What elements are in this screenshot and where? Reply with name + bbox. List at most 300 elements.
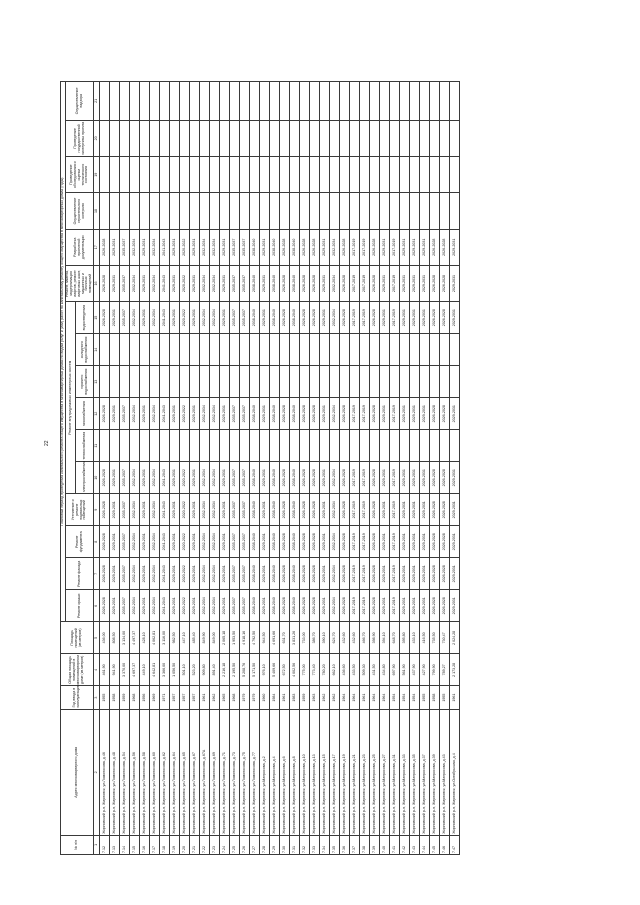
period-cell: 2029-2031 — [110, 494, 120, 526]
period-cell: 2035-2037 — [230, 302, 240, 334]
period-cell: 2029-2031 — [260, 462, 270, 494]
period-cell — [260, 82, 270, 121]
row-number: 7.40 — [380, 835, 390, 854]
period-cell: 2026-2028 — [370, 558, 380, 590]
row-number: 7.37 — [350, 835, 360, 854]
period-cell: 2032-2034 — [210, 462, 220, 494]
period-cell: 2038-2040 — [250, 462, 260, 494]
table-row — [110, 82, 120, 855]
period-cell: 2035-2037 — [240, 526, 250, 558]
period-cell: 2026-2028 — [340, 590, 350, 622]
period-cell: 2035-2037 — [240, 229, 250, 265]
period-cell — [450, 193, 460, 229]
period-cell: 2041-2043 — [160, 590, 170, 622]
row-number: 7.41 — [390, 835, 400, 854]
header-group-sub: Ремонт внутридомовых инженерных систем — [65, 302, 75, 494]
row-number: 7.14 — [120, 835, 130, 854]
period-cell — [350, 82, 360, 121]
period-cell: 2029-2031 — [190, 398, 200, 430]
period-cell: 2032-2034 — [330, 302, 340, 334]
period-cell — [300, 120, 310, 156]
period-cell: 2017-2019 — [360, 265, 370, 301]
area-cell: 2 216,18 — [220, 654, 230, 686]
row-number: 7.42 — [400, 835, 410, 854]
period-cell — [140, 366, 150, 398]
period-cell: 2026-2028 — [440, 398, 450, 430]
table-row — [100, 82, 110, 855]
period-cell: 2029-2031 — [320, 526, 330, 558]
period-cell: 2038-2040 — [250, 229, 260, 265]
period-cell — [450, 366, 460, 398]
year-cell: 1962 — [320, 686, 330, 709]
period-cell: 2035-2037 — [230, 229, 240, 265]
period-cell: 2032-2034 — [330, 462, 340, 494]
period-cell — [120, 430, 130, 462]
year-cell: 1963 — [310, 686, 320, 709]
roof-area-cell: 849,90 — [200, 622, 210, 654]
column-number: 11 — [94, 430, 100, 462]
table-row — [240, 82, 250, 855]
period-cell — [370, 120, 380, 156]
header-survey: Проведение обследования и оценки технического состояния — [65, 157, 93, 193]
period-cell — [370, 430, 380, 462]
period-cell: 2029-2031 — [410, 398, 420, 430]
row-number: 7.25 — [230, 835, 240, 854]
period-cell: 2029-2031 — [400, 526, 410, 558]
period-cell — [240, 334, 250, 366]
period-cell — [330, 193, 340, 229]
period-cell — [320, 334, 330, 366]
period-cell: 2038-2040 — [290, 462, 300, 494]
period-cell — [110, 334, 120, 366]
row-number: 7.47 — [450, 835, 460, 854]
table-row — [190, 82, 200, 855]
period-cell: 2035-2037 — [120, 462, 130, 494]
address-cell: Жирновский р-н, Жирновск, ул.Матросова, д.13 — [310, 709, 320, 835]
period-cell: 2026-2028 — [440, 265, 450, 301]
period-cell: 2026-2028 — [310, 462, 320, 494]
period-cell: 2029-2031 — [140, 526, 150, 558]
area-cell: 4 002,56 — [290, 654, 300, 686]
period-cell: 2026-2028 — [430, 398, 440, 430]
area-cell: 2 195,50 — [230, 654, 240, 686]
roof-area-cell: 395,80 — [400, 622, 410, 654]
period-cell: 2035-2037 — [120, 590, 130, 622]
period-cell: 2017-2019 — [350, 302, 360, 334]
period-cell: 2026-2028 — [340, 398, 350, 430]
table-row — [330, 82, 340, 855]
area-cell: 4 697,37 — [130, 654, 140, 686]
year-cell: 1957 — [190, 686, 200, 709]
period-cell — [130, 193, 140, 229]
period-cell — [310, 157, 320, 193]
period-cell: 2017-2019 — [390, 265, 400, 301]
period-cell: 2026-2028 — [340, 526, 350, 558]
year-cell: 1955 — [100, 686, 110, 709]
area-cell: 1 056,50 — [170, 654, 180, 686]
table-row — [170, 82, 180, 855]
period-cell: 2029-2031 — [190, 302, 200, 334]
period-cell — [130, 334, 140, 366]
period-cell — [270, 334, 280, 366]
year-cell: 1964 — [350, 686, 360, 709]
column-number: 6 — [94, 590, 100, 622]
period-cell: 2029-2031 — [220, 398, 230, 430]
period-cell: 2029-2031 — [320, 558, 330, 590]
period-cell — [420, 334, 430, 366]
period-cell — [210, 366, 220, 398]
period-cell — [280, 193, 290, 229]
period-cell: 2026-2028 — [440, 494, 450, 526]
year-cell: 1962 — [210, 686, 220, 709]
period-cell — [120, 366, 130, 398]
table-row — [200, 82, 210, 855]
period-cell — [320, 430, 330, 462]
period-cell: 2017-2019 — [390, 302, 400, 334]
period-cell: 2017-2019 — [360, 398, 370, 430]
period-cell — [240, 157, 250, 193]
period-cell: 2035-2037 — [230, 265, 240, 301]
period-cell — [180, 157, 190, 193]
period-cell — [290, 366, 300, 398]
year-cell: 1968 — [130, 686, 140, 709]
period-cell — [310, 120, 320, 156]
period-cell: 2032-2034 — [150, 462, 160, 494]
period-cell — [150, 366, 160, 398]
period-cell: 2026-2028 — [280, 265, 290, 301]
period-cell — [310, 193, 320, 229]
address-cell: Жирновский р-н, Жирновск, ул.Матросова, д.23 — [360, 709, 370, 835]
year-cell: 1969 — [150, 686, 160, 709]
year-cell: 1955 — [420, 686, 430, 709]
period-cell: 2029-2031 — [380, 462, 390, 494]
period-cell — [400, 366, 410, 398]
period-cell: 2032-2034 — [210, 558, 220, 590]
period-cell — [390, 366, 400, 398]
period-cell: 2017-2019 — [360, 494, 370, 526]
period-cell: 2029-2031 — [220, 265, 230, 301]
period-cell — [370, 193, 380, 229]
address-cell: Жирновский р-н, Жирновск, ул.Матросова, д.4 — [270, 709, 280, 835]
period-cell — [350, 334, 360, 366]
table-row — [220, 82, 230, 855]
period-cell — [120, 157, 130, 193]
period-cell: 2026-2028 — [310, 265, 320, 301]
period-cell: 2029-2031 — [260, 398, 270, 430]
period-cell: 2041-2043 — [160, 494, 170, 526]
period-cell: 2026-2028 — [430, 302, 440, 334]
address-cell: Жирновский р-н, Жирновск, ул.Матросова, д.6 — [280, 709, 290, 835]
period-cell — [300, 430, 310, 462]
period-cell — [130, 430, 140, 462]
period-cell — [410, 334, 420, 366]
period-cell — [390, 430, 400, 462]
column-number: 3 — [94, 686, 100, 709]
period-cell: 2041-2043 — [160, 398, 170, 430]
address-cell: Жирновский р-н, Жирновск, ул.Ломоносова, д.60 — [150, 709, 160, 835]
address-cell: Жирновский р-н, Жирновск, ул.Ломоносова, д.77 — [250, 709, 260, 835]
column-number: 13 — [94, 366, 100, 398]
period-cell: 2029-2031 — [450, 229, 460, 265]
header-year: Год ввода в эксплуатацию — [61, 686, 94, 709]
address-cell: Жирновский р-н, Жирновск, ул.Матросова, д.35 — [410, 709, 420, 835]
period-cell: 2029-2031 — [380, 398, 390, 430]
address-cell: Жирновский р-н, Жирновск, ул.Матросова, д.43 — [440, 709, 450, 835]
roof-area-cell: 416,50 — [420, 622, 430, 654]
period-cell: 2029-2031 — [380, 302, 390, 334]
roof-area-cell: 466,70 — [360, 622, 370, 654]
period-cell: 2038-2040 — [270, 558, 280, 590]
address-cell: Жирновский р-н, Жирновск, ул.Октябрьская, д.4 — [450, 709, 460, 835]
address-cell: Жирновский р-н, Жирновск, ул.Матросова, д.21 — [350, 709, 360, 835]
period-cell — [370, 157, 380, 193]
period-cell: 2017-2019 — [350, 526, 360, 558]
period-cell: 2026-2028 — [370, 494, 380, 526]
period-cell: 2029-2031 — [400, 229, 410, 265]
period-cell: 2032-2034 — [150, 302, 160, 334]
period-cell — [410, 366, 420, 398]
period-cell — [360, 193, 370, 229]
area-cell: 501,10 — [180, 654, 190, 686]
period-cell: 2038-2040 — [270, 590, 280, 622]
table-row — [340, 82, 350, 855]
period-cell — [440, 366, 450, 398]
period-cell: 2026-2028 — [440, 229, 450, 265]
area-cell: 2 173,28 — [450, 654, 460, 686]
area-cell: 799,90 — [430, 654, 440, 686]
period-cell: 2038-2040 — [270, 494, 280, 526]
table-row — [390, 82, 400, 855]
address-cell: Жирновский р-н, Жирновск, ул.Матросова, д.33 — [400, 709, 410, 835]
period-cell: 2029-2031 — [410, 302, 420, 334]
period-cell — [210, 193, 220, 229]
area-cell: 976,10 — [260, 654, 270, 686]
period-cell: 2026-2028 — [430, 494, 440, 526]
period-cell: 2026-2028 — [310, 398, 320, 430]
period-cell — [260, 120, 270, 156]
address-cell: Жирновский р-н, Жирновск, ул.Матросова, д.19 — [340, 709, 350, 835]
header-water-cold: холодного водоснабжения — [76, 334, 94, 366]
roof-area-cell: 4 062,81 — [150, 622, 160, 654]
period-cell: 2020-2022 — [180, 302, 190, 334]
period-cell: 2017-2019 — [350, 494, 360, 526]
row-number: 7.28 — [260, 835, 270, 854]
period-cell: 2029-2031 — [400, 558, 410, 590]
period-cell — [280, 430, 290, 462]
row-number: 7.35 — [330, 835, 340, 854]
period-cell — [430, 193, 440, 229]
roof-area-cell: 4 918,16 — [240, 622, 250, 654]
period-cell — [200, 430, 210, 462]
period-cell — [230, 366, 240, 398]
period-cell: 2041-2043 — [160, 229, 170, 265]
period-cell: 2026-2028 — [440, 526, 450, 558]
period-cell — [120, 82, 130, 121]
row-number: 7.16 — [140, 835, 150, 854]
period-cell: 2029-2031 — [420, 265, 430, 301]
period-cell: 2032-2034 — [330, 265, 340, 301]
address-cell: Жирновский р-н, Жирновск, ул.Матросова, д.8 — [290, 709, 300, 835]
year-cell: 1956 — [140, 686, 150, 709]
period-cell: 2029-2031 — [320, 265, 330, 301]
period-cell: 2020-2022 — [180, 265, 190, 301]
address-cell: Жирновский р-н, Жирновск, ул.Ломоносова, д.46 — [100, 709, 110, 835]
column-number: 16 — [94, 265, 100, 301]
period-cell — [100, 193, 110, 229]
period-cell — [230, 334, 240, 366]
period-cell: 2032-2034 — [130, 494, 140, 526]
period-cell — [140, 193, 150, 229]
period-cell — [360, 366, 370, 398]
period-cell: 2032-2034 — [330, 526, 340, 558]
period-cell — [180, 366, 190, 398]
period-cell: 2029-2031 — [410, 526, 420, 558]
period-cell: 2026-2028 — [280, 398, 290, 430]
period-cell — [130, 157, 140, 193]
period-cell — [320, 366, 330, 398]
period-cell: 2029-2031 — [170, 558, 180, 590]
period-cell — [330, 334, 340, 366]
period-cell: 2032-2034 — [150, 229, 160, 265]
period-cell: 2026-2028 — [430, 462, 440, 494]
period-cell: 2017-2019 — [360, 558, 370, 590]
period-cell: 2029-2031 — [170, 302, 180, 334]
roof-area-cell: 1 953,50 — [230, 622, 240, 654]
period-cell: 2038-2040 — [290, 302, 300, 334]
year-cell: 1955 — [440, 686, 450, 709]
period-cell: 2029-2031 — [400, 462, 410, 494]
table-row — [210, 82, 220, 855]
period-cell: 2026-2028 — [430, 229, 440, 265]
header-group-top: Плановый период проведения капитального ремонта общего имущества в многоквартирных домах по видам услуг и (или) работ по капитальному ремонту общего имущества в многоквартирных домах (годы) — [61, 82, 66, 622]
row-number: 7.24 — [220, 835, 230, 854]
period-cell: 2035-2037 — [240, 590, 250, 622]
column-number: 10 — [94, 462, 100, 494]
period-cell: 2032-2034 — [330, 229, 340, 265]
period-cell — [290, 157, 300, 193]
period-cell: 2017-2019 — [360, 462, 370, 494]
period-cell — [250, 334, 260, 366]
roof-area-cell: 2 024,28 — [450, 622, 460, 654]
year-cell: 1957 — [170, 686, 180, 709]
roof-area-cell: 849,00 — [210, 622, 220, 654]
roof-area-cell: 4 691,66 — [270, 622, 280, 654]
period-cell: 2038-2040 — [290, 558, 300, 590]
period-cell: 2026-2028 — [280, 590, 290, 622]
period-cell: 2032-2034 — [210, 265, 220, 301]
period-cell: 2035-2037 — [230, 462, 240, 494]
area-cell: 3 370,00 — [120, 654, 130, 686]
period-cell: 2038-2040 — [290, 398, 300, 430]
row-number: 7.15 — [130, 835, 140, 854]
period-cell: 2035-2037 — [120, 302, 130, 334]
area-cell: 509,30 — [360, 654, 370, 686]
table-row — [420, 82, 430, 855]
header-basement: Утепление и ремонт подвальных помещений — [65, 494, 93, 526]
year-cell: 1964 — [370, 686, 380, 709]
year-cell: 1971 — [160, 686, 170, 709]
roof-area-cell: 733,00 — [300, 622, 310, 654]
period-cell: 2029-2031 — [320, 462, 330, 494]
period-cell — [420, 193, 430, 229]
row-number: 7.21 — [190, 835, 200, 854]
period-cell — [160, 120, 170, 156]
period-cell: 2029-2031 — [110, 526, 120, 558]
period-cell — [290, 334, 300, 366]
period-cell: 2029-2031 — [260, 265, 270, 301]
period-cell — [310, 82, 320, 121]
period-cell — [430, 334, 440, 366]
period-cell: 2032-2034 — [210, 302, 220, 334]
address-cell: Жирновский р-н, Жирновск, ул.Ломоносова, д.69 — [210, 709, 220, 835]
roof-area-cell: 808,50 — [110, 622, 120, 654]
period-cell: 2029-2031 — [260, 526, 270, 558]
period-cell: 2038-2040 — [290, 526, 300, 558]
period-cell: 2026-2028 — [300, 526, 310, 558]
period-cell — [310, 366, 320, 398]
period-cell — [130, 120, 140, 156]
area-cell: 5 409,66 — [270, 654, 280, 686]
period-cell — [290, 193, 300, 229]
period-cell: 2029-2031 — [140, 558, 150, 590]
column-number: 17 — [94, 229, 100, 265]
row-number: 7.38 — [360, 835, 370, 854]
period-cell: 2035-2037 — [120, 558, 130, 590]
year-cell: 1968 — [230, 686, 240, 709]
row-number: 7.12 — [100, 835, 110, 854]
period-cell — [220, 366, 230, 398]
period-cell — [220, 430, 230, 462]
period-cell: 2017-2019 — [350, 398, 360, 430]
period-cell: 2029-2031 — [190, 526, 200, 558]
period-cell: 2032-2034 — [150, 398, 160, 430]
period-cell: 2029-2031 — [420, 462, 430, 494]
period-cell: 2026-2028 — [100, 494, 110, 526]
period-cell — [250, 430, 260, 462]
period-cell — [440, 157, 450, 193]
column-number: 21 — [94, 82, 100, 121]
year-cell: 1954 — [410, 686, 420, 709]
period-cell: 2029-2031 — [110, 265, 120, 301]
period-cell — [230, 157, 240, 193]
period-cell — [410, 157, 420, 193]
period-cell: 2032-2034 — [130, 526, 140, 558]
period-cell — [240, 120, 250, 156]
header-sewer: водоотведения — [76, 302, 94, 334]
period-cell: 2038-2040 — [250, 494, 260, 526]
period-cell: 2029-2031 — [450, 265, 460, 301]
period-cell — [420, 366, 430, 398]
period-cell — [220, 193, 230, 229]
period-cell — [150, 334, 160, 366]
address-cell: Жирновский р-н, Жирновск, ул.Матросова, д.37 — [420, 709, 430, 835]
period-cell: 2029-2031 — [140, 462, 150, 494]
area-cell: 5 208,76 — [240, 654, 250, 686]
period-cell — [240, 366, 250, 398]
period-cell — [350, 366, 360, 398]
period-cell: 2035-2037 — [240, 558, 250, 590]
period-cell — [390, 334, 400, 366]
period-cell — [380, 334, 390, 366]
period-cell: 2032-2034 — [200, 526, 210, 558]
period-cell: 2029-2031 — [410, 590, 420, 622]
period-cell: 2029-2031 — [140, 265, 150, 301]
period-cell: 2035-2037 — [240, 265, 250, 301]
year-cell: 1957 — [180, 686, 190, 709]
period-cell: 2029-2031 — [220, 302, 230, 334]
period-cell — [270, 430, 280, 462]
row-number: 7.19 — [170, 835, 180, 854]
